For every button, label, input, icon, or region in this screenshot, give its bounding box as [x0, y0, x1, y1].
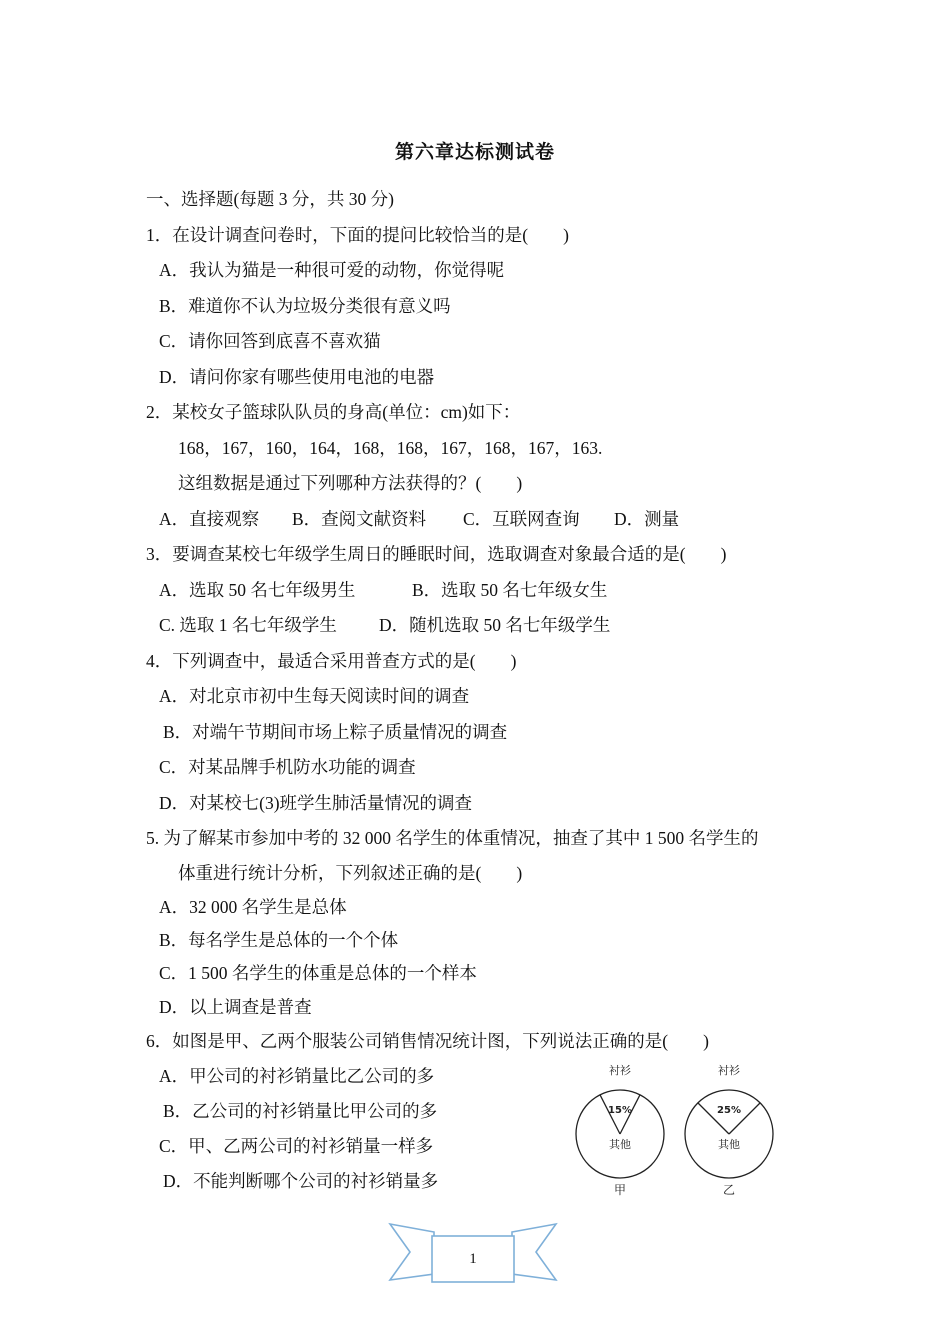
question-3-option-a: A．选取 50 名七年级男生: [159, 580, 356, 600]
question-4-stem: 4．下列调查中，最适合采用普查方式的是( ): [146, 651, 517, 671]
question-4-option-c: C．对某品牌手机防水功能的调查: [159, 757, 416, 777]
question-1-option-b: B．难道你不认为垃圾分类很有意义吗: [159, 296, 451, 316]
page-title: 第六章达标测试卷: [394, 142, 555, 163]
question-1-stem: 1．在设计调查问卷时，下面的提问比较恰当的是( ): [146, 225, 569, 245]
question-1-option-a: A．我认为猫是一种很可爱的动物，你觉得呢: [159, 260, 505, 280]
question-6-option-d: D．不能判断哪个公司的衬衫销量多: [163, 1171, 439, 1191]
pie-slice-label: 其他: [609, 1138, 631, 1151]
question-6-option-b: B．乙公司的衬衫销量比甲公司的多: [163, 1101, 438, 1121]
question-3-option-b: B．选取 50 名七年级女生: [412, 580, 608, 600]
question-6-option-c: C．甲、乙两公司的衬衫销量一样多: [159, 1136, 434, 1156]
question-3-option-c: C. 选取 1 名七年级学生: [159, 615, 337, 635]
pie-slice-label: 25%: [717, 1105, 741, 1116]
question-2-option-b: B．查阅文献资料: [292, 509, 427, 529]
question-6-stem: 6．如图是甲、乙两个服装公司销售情况统计图，下列说法正确的是( ): [146, 1031, 709, 1051]
question-3-option-d: D．随机选取 50 名七年级学生: [379, 615, 611, 635]
question-5-option-c: C．1 500 名学生的体重是总体的一个样本: [159, 963, 477, 983]
question-4-option-a: A．对北京市初中生每天阅读时间的调查: [159, 686, 470, 706]
section-heading: 一、选择题(每题 3 分，共 30 分): [146, 189, 394, 209]
question-5-option-d: D．以上调查是普查: [159, 997, 312, 1017]
pie-charts: [566, 1060, 786, 1200]
question-1-option-c: C．请你回答到底喜不喜欢猫: [159, 331, 381, 351]
pie-caption: 甲: [613, 1183, 627, 1197]
question-5-stem: 5. 为了解某市参加中考的 32 000 名学生的体重情况，抽查了其中 1 500 名学生的: [146, 828, 759, 848]
pie-top-label: 衬衫: [718, 1064, 740, 1077]
question-5-stem-continued: 体重进行统计分析，下列叙述正确的是( ): [178, 863, 523, 883]
pie-slice-label: 15%: [608, 1105, 632, 1116]
pie-slice-label: 其他: [718, 1138, 740, 1151]
pie-top-label: 衬衫: [609, 1064, 631, 1077]
question-2-option-c: C．互联网查询: [463, 509, 580, 529]
question-2-ask: 这组数据是通过下列哪种方法获得的？( ): [178, 473, 523, 493]
question-2-option-d: D．测量: [614, 509, 680, 529]
question-1-option-d: D．请问你家有哪些使用电池的电器: [159, 367, 435, 387]
question-5-option-b: B．每名学生是总体的一个个体: [159, 930, 399, 950]
question-2-stem: 2．某校女子篮球队队员的身高(单位：cm)如下：: [146, 402, 521, 422]
question-6-option-a: A．甲公司的衬衫销量比乙公司的多: [159, 1066, 435, 1086]
question-3-stem: 3．要调查某校七年级学生周日的睡眠时间，选取调查对象最合适的是( ): [146, 544, 727, 564]
page-number: 1: [469, 1251, 477, 1267]
question-4-option-d: D．对某校七(3)班学生肺活量情况的调查: [159, 793, 473, 813]
question-4-option-b: B．对端午节期间市场上粽子质量情况的调查: [163, 722, 508, 742]
question-2-data: 168，167，160，164，168，168，167，168，167，163.: [178, 438, 603, 458]
pie-caption: 乙: [722, 1183, 736, 1197]
question-5-option-a: A．32 000 名学生是总体: [159, 897, 347, 917]
question-2-option-a: A．直接观察: [159, 509, 260, 529]
